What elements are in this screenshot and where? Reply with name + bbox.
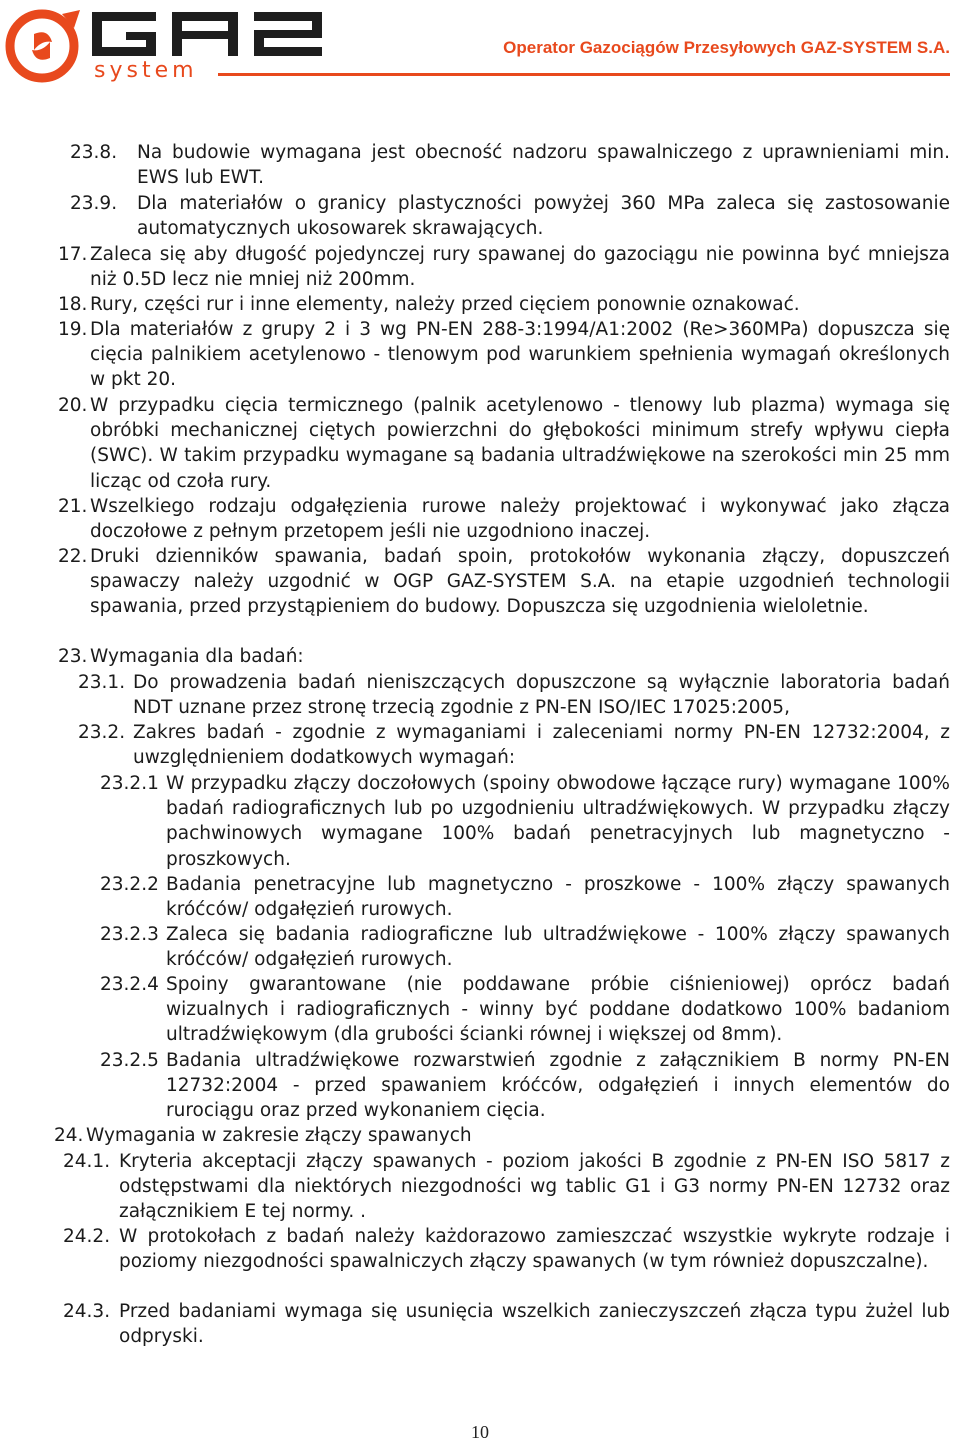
item-number: 20. <box>58 395 88 416</box>
item-text: Badania ultradźwiękowe rozwarstwień zgodnie z załącznikiem B normy PN-EN 12732:2004 - przed spawaniem króćców, odgałęzień i innych elementów do rurociągu oraz przed wykonaniem cięcia. <box>166 1050 950 1122</box>
item-number: 23.2.5 <box>100 1050 159 1071</box>
item-number: 23.2.4 <box>100 974 159 995</box>
item-text: W przypadku cięcia termicznego (palnik acetylenowo - tlenowy lub plazma) wymaga się obróbki mechanicznej ciętych powierzchni do głębokości minimum strefy wpływu ciepła (SWC). W takim przypadku wymagane są badania ultradźwiękowe na szerokości min 25 mm licząc od czoła rury. <box>90 395 950 492</box>
item-number: 23.2. <box>78 722 126 743</box>
item-text: Zakres badań - zgodnie z wymaganiami i zaleceniami normy PN-EN 12732:2004, z uwzględnieniem dodatkowych wymagań: <box>133 722 950 769</box>
list-item <box>70 140 950 190</box>
item-number: 17. <box>58 244 88 265</box>
section-heading <box>54 1123 950 1148</box>
item-text: Spoiny gwarantowane (nie poddawane próbie ciśnieniowej) oprócz badań wizualnych i radiograficznych - winny być poddane dodatkowo 100% badaniom ultradźwiękowym (dla grubości ścianki równej i większej od 8mm). <box>166 974 950 1046</box>
item-text: W protokołach z badań należy każdorazowo zamieszczać wszystkie wykryte rodzaje i poziomy niezgodności spawalniczych złączy spawanych (w tym również dopuszczalne). <box>119 1226 950 1273</box>
gaz-system-logo-icon <box>4 6 88 86</box>
list-item <box>58 544 950 620</box>
item-text: Rury, części rur i inne elementy, należy przed cięciem ponownie oznakować. <box>90 294 800 315</box>
item-number: 23.1. <box>78 672 126 693</box>
item-number: 24.3. <box>63 1301 111 1322</box>
item-text: Wymagania w zakresie złączy spawanych <box>86 1125 472 1146</box>
item-text: Przed badaniami wymaga się usunięcia wszelkich zanieczyszczeń złącza typu żużel lub odpryski. <box>119 1301 950 1348</box>
header-divider <box>218 73 950 76</box>
list-item <box>58 494 950 544</box>
list-item <box>78 720 950 770</box>
item-text: Zaleca się aby długość pojedynczej rury spawanej do gazociągu nie powinna być mniejsza niż 0.5D lecz nie mniej niż 200mm. <box>90 244 950 291</box>
item-text: Na budowie wymagana jest obecność nadzoru spawalniczego z uprawnieniami min. EWS lub EWT. <box>137 142 950 189</box>
item-number: 24. <box>54 1125 84 1146</box>
gaz-wordmark <box>92 12 324 56</box>
list-item <box>100 972 950 1048</box>
item-text: Do prowadzenia badań nieniszczących dopuszczone są wyłącznie laboratoria badań NDT uznane przez stronę trzecią zgodnie z PN-EN ISO/IEC 17025:2005, <box>133 672 950 719</box>
list-item <box>100 1048 950 1124</box>
list-item <box>63 1299 950 1349</box>
item-text: Dla materiałów z grupy 2 i 3 wg PN-EN 288-3:1994/A1:2002 (Re>360MPa) dopuszcza się cięcia palnikiem acetylenowo - tlenowym pod warunkiem spełnienia wymagań określonych w pkt 20. <box>90 319 950 391</box>
item-number: 19. <box>58 319 88 340</box>
item-number: 22. <box>58 546 88 567</box>
list-item <box>58 317 950 393</box>
list-item <box>63 1149 950 1225</box>
item-number: 24.2. <box>63 1226 111 1247</box>
item-text: Druki dzienników spawania, badań spoin, protokołów wykonania złączy, dopuszczeń spawaczy należy uzgodnić w OGP GAZ-SYSTEM S.A. na etapie uzgodnień technologii spawania, przed przystąpieniem do budowy. Dopuszcza się uzgodnienia wieloletnie. <box>90 546 950 618</box>
item-text: Wszelkiego rodzaju odgałęzienia rurowe należy projektować i wykonywać jako złącza doczołowe z pełnym przetopem jeśli nie uzgodniono inaczej. <box>90 496 950 543</box>
item-number: 23.2.3 <box>100 924 159 945</box>
item-number: 23. <box>58 646 88 667</box>
item-text: Badania penetracyjne lub magnetyczno - proszkowe - 100% złączy spawanych króćców/ odgałęzień rurowych. <box>166 874 950 921</box>
list-item <box>100 922 950 972</box>
list-item <box>70 191 950 241</box>
list-item <box>100 872 950 922</box>
list-item <box>63 1224 950 1274</box>
list-item <box>100 771 950 872</box>
logo-system-text: system <box>94 58 198 83</box>
item-number: 23.2.2 <box>100 874 159 895</box>
list-item <box>78 670 950 720</box>
item-number: 24.1. <box>63 1151 111 1172</box>
page-header <box>0 0 960 95</box>
item-number: 18. <box>58 294 88 315</box>
item-number: 23.8. <box>70 142 118 163</box>
item-text: Kryteria akceptacji złączy spawanych - poziom jakości B zgodnie z PN-EN ISO 5817 z odstępstwami dla niektórych niezgodności wg tablic G1 i G3 normy PN-EN 12732 oraz załącznikiem E tej normy. . <box>119 1151 950 1223</box>
item-text: Wymagania dla badań: <box>90 646 304 667</box>
list-item <box>58 292 950 317</box>
company-name: Operator Gazociągów Przesyłowych GAZ-SYSTEM S.A. <box>503 38 950 57</box>
list-item <box>58 393 950 494</box>
item-number: 23.2.1 <box>100 773 159 794</box>
page-number: 10 <box>471 1422 489 1442</box>
item-text: Dla materiałów o granicy plastyczności powyżej 360 MPa zaleca się zastosowanie automatycznych ukosowarek skrawających. <box>137 193 950 240</box>
list-item <box>58 242 950 292</box>
section-heading <box>58 644 950 669</box>
item-text: W przypadku złączy doczołowych (spoiny obwodowe łączące rury) wymagane 100% badań radiograficznych lub po uzgodnieniu ultradźwiękowych. W przypadku złączy pachwinowych wymagane 100% badań penetracyjnych lub magnetyczno - proszkowych. <box>166 773 950 870</box>
item-text: Zaleca się badania radiograficzne lub ultradźwiękowe - 100% złączy spawanych króćców/ odgałęzień rurowych. <box>166 924 950 971</box>
item-number: 23.9. <box>70 193 118 214</box>
item-number: 21. <box>58 496 88 517</box>
